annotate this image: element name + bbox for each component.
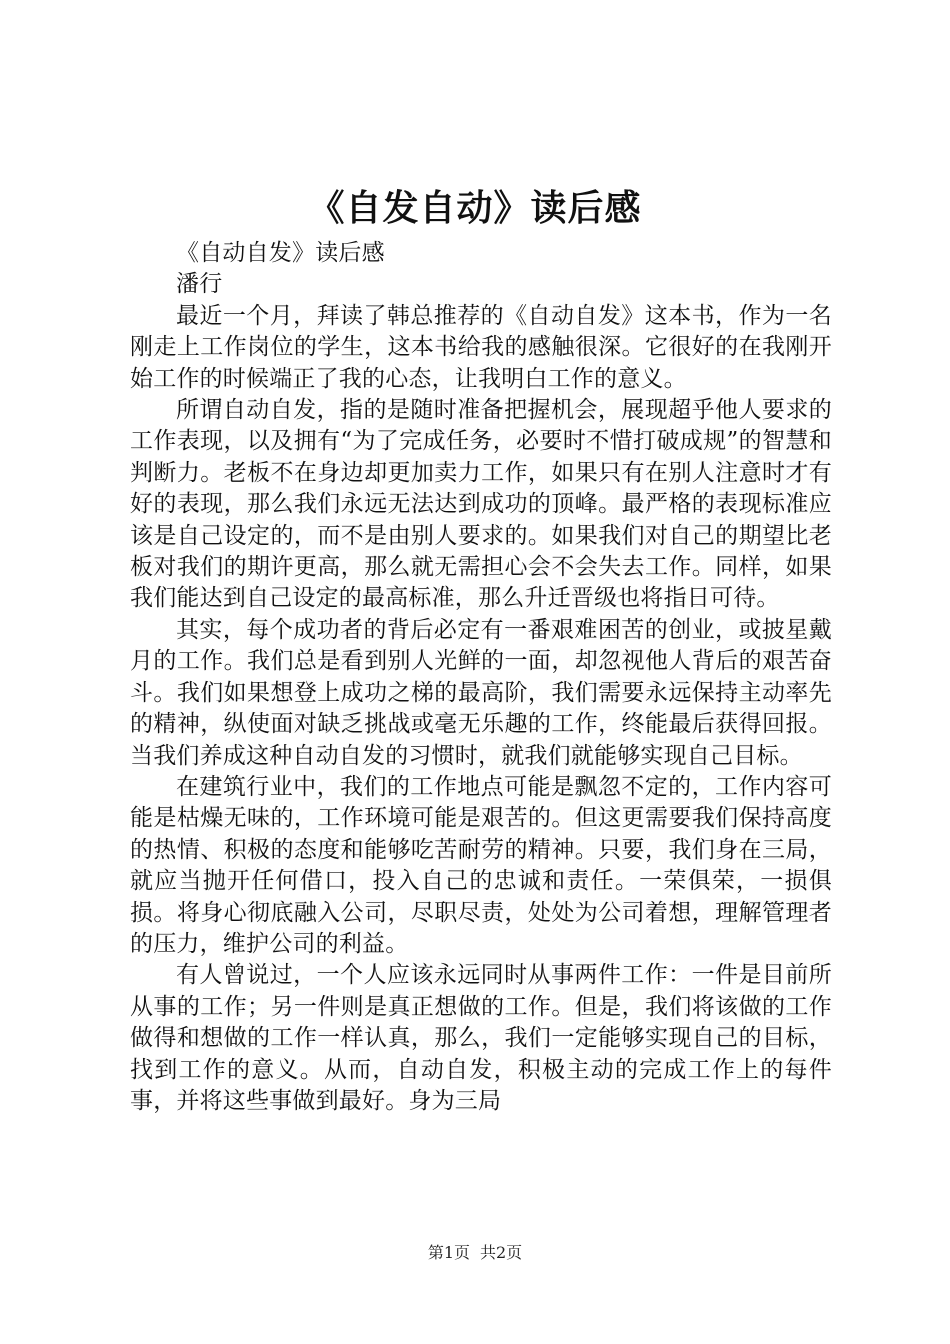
page-footer bbox=[0, 1242, 950, 1264]
page-total: 共2页 bbox=[480, 1243, 523, 1262]
body-paragraph-1: 最近一个月，拜读了韩总推荐的《自动自发》这本书，作为一名刚走上工作岗位的学生，这本书给我的感触很深。它很好的在我刚开始工作的时候端正了我的心态，让我明白工作的意义。 bbox=[130, 302, 832, 392]
page-number: 第1页 bbox=[427, 1243, 470, 1262]
body-paragraph-3: 其实，每个成功者的背后必定有一番艰难困苦的创业，或披星戴月的工作。我们总是看到别人光鲜的一面，却忽视他人背后的艰苦奋斗。我们如果想登上成功之梯的最高阶，我们需要永远保持主动率先的精神，纵使面对缺乏挑战或毫无乐趣的工作，终能最后获得回报。当我们养成这种自动自发的习惯时，就我们就能够实现自己目标。 bbox=[130, 616, 832, 769]
body-paragraph-4: 在建筑行业中，我们的工作地点可能是飘忽不定的，工作内容可能是枯燥无味的，工作环境可能是艰苦的。但这更需要我们保持高度的热情、积极的态度和能够吃苦耐劳的精神。只要，我们身在三局，就应当抛开任何借口，投入自己的忠诚和责任。一荣俱荣，一损俱损。将身心彻底融入公司，尽职尽责，处处为公司着想，理解管理者的压力，维护公司的利益。 bbox=[130, 773, 832, 957]
author-paragraph: 潘行 bbox=[176, 271, 223, 298]
document-title: 《自发自动》读后感 bbox=[308, 188, 642, 229]
body-paragraph-5: 有人曾说过，一个人应该永远同时从事两件工作：一件是目前所从事的工作；另一件则是真正想做的工作。但是，我们将该做的工作做得和想做的工作一样认真，那么，我们一定能够实现自己的目标，找到工作的意义。从而，自动自发，积极主动的完成工作上的每件事，并将这些事做到最好。身为三局 bbox=[130, 962, 832, 1114]
subtitle-paragraph: 《自动自发》读后感 bbox=[176, 240, 385, 266]
document-body bbox=[130, 238, 832, 1117]
body-paragraph-2: 所谓自动自发，指的是随时准备把握机会，展现超乎他人要求的工作表现，以及拥有“为了完成任务，必要时不惜打破成规”的智慧和判断力。老板不在身边却更加卖力工作，如果只有在别人注意时才有好的表现，那么我们永远无法达到成功的顶峰。最严格的表现标准应该是自己设定的，而不是由别人要求的。如果我们对自己的期望比老板对我们的期许更高，那么就无需担心会不会失去工作。同样，如果我们能达到自己设定的最高标准，那么升迁晋级也将指日可待。 bbox=[130, 397, 832, 612]
